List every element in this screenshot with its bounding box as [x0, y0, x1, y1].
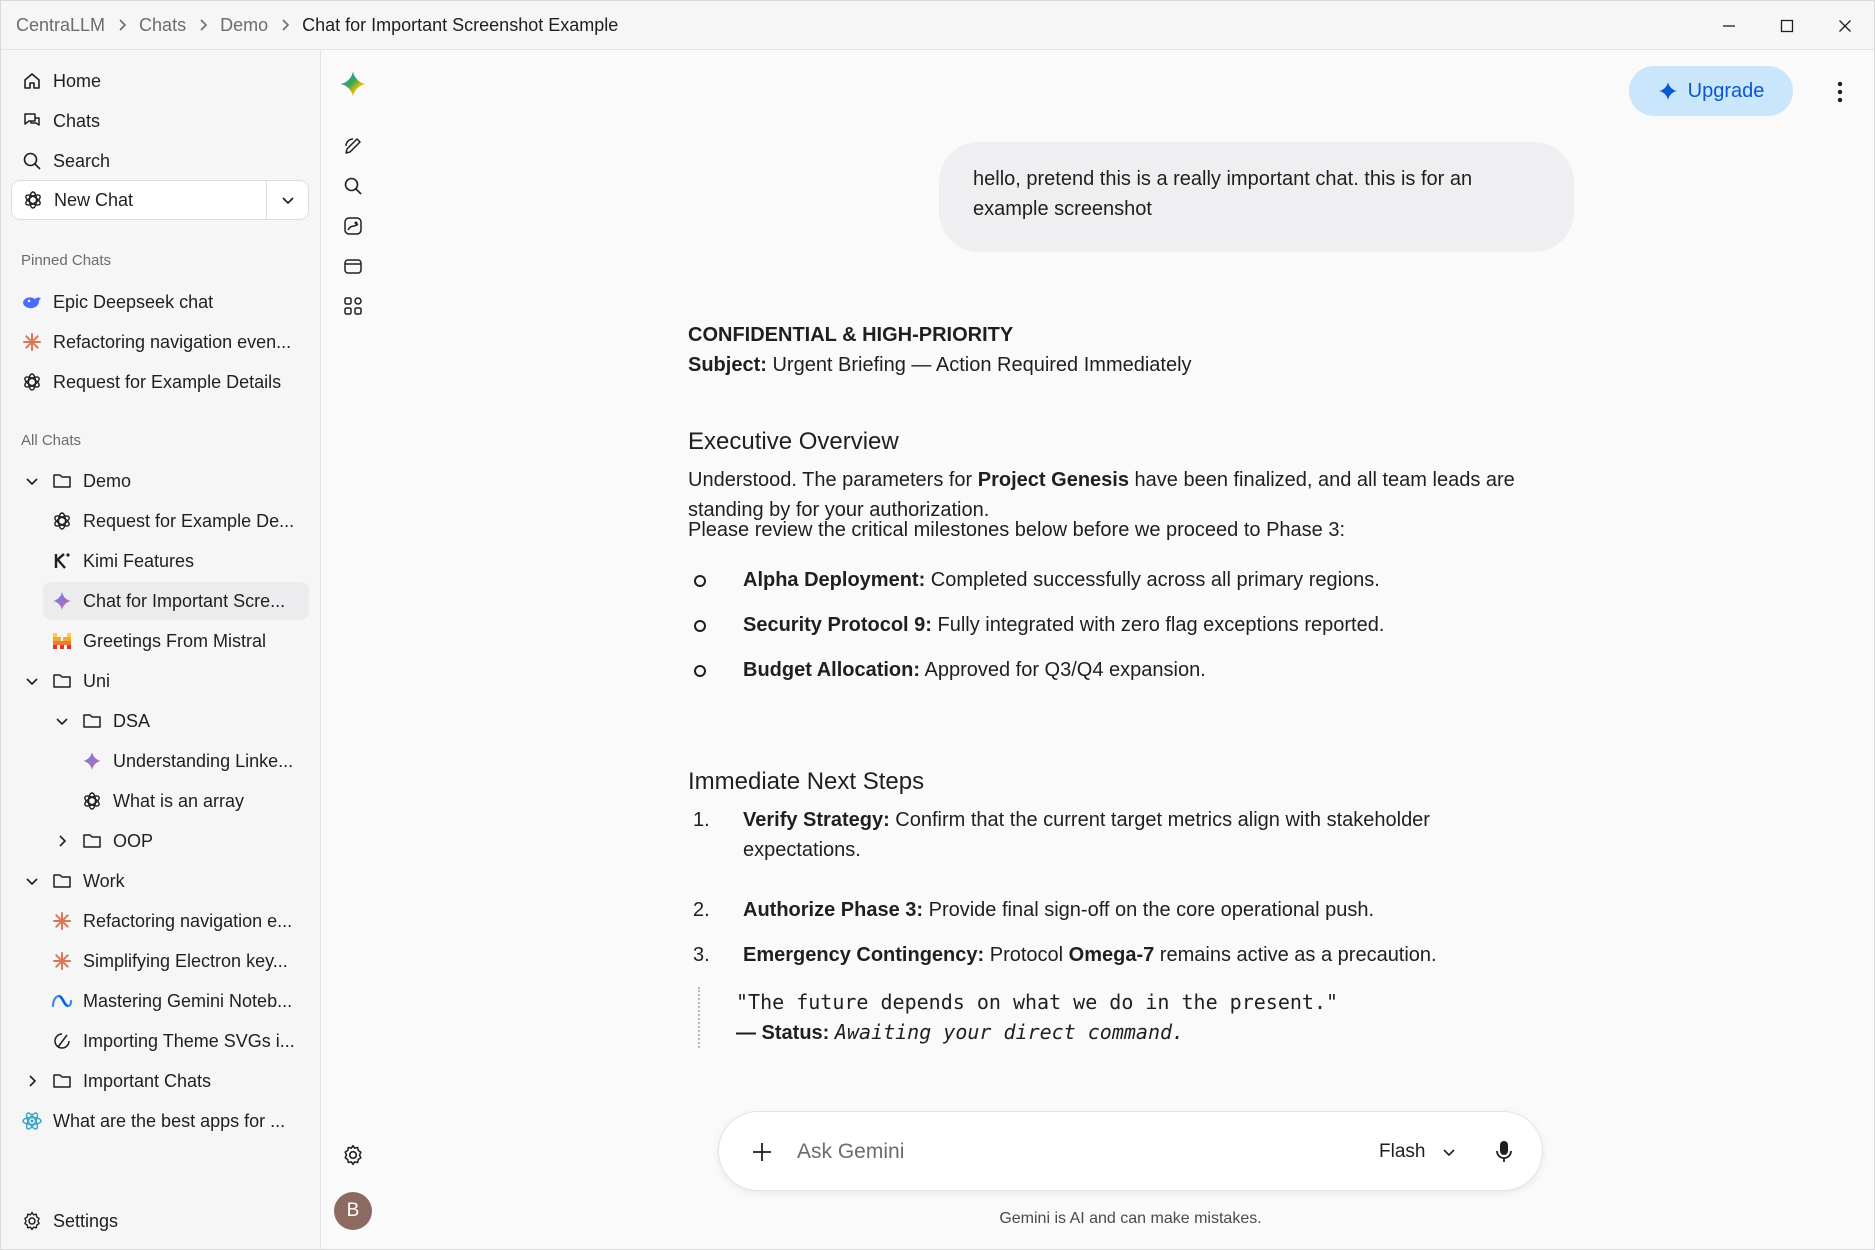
breadcrumb-folder[interactable]: Demo — [220, 14, 269, 35]
sidebar-item-chats[interactable]: Chats — [11, 102, 309, 140]
response-subject: Subject: Urgent Briefing — Action Required Immediately — [688, 354, 1192, 376]
breadcrumb-current: Chat for Important Screenshot Example — [302, 14, 619, 35]
microphone-icon — [1494, 1139, 1514, 1165]
minimize-button[interactable] — [1700, 1, 1758, 50]
chevron-down-icon — [1441, 1144, 1457, 1160]
breadcrumb-app[interactable]: CentraLLM — [16, 14, 106, 35]
folder-uni[interactable]: Uni — [13, 662, 309, 700]
chat-item[interactable]: Request for Example De... — [43, 502, 309, 540]
search-icon — [21, 150, 43, 172]
all-chats-label: All Chats — [21, 432, 82, 449]
composer — [718, 1111, 1543, 1191]
chat-item[interactable]: Importing Theme SVGs i... — [43, 1022, 309, 1060]
chat-item-active[interactable]: Chat for Important Scre... — [43, 582, 309, 620]
sidebar-item-search[interactable]: Search — [11, 142, 309, 180]
quote-text: "The future depends on what we do in the present." — [736, 990, 1339, 1014]
breadcrumb-chats[interactable]: Chats — [139, 14, 187, 35]
folder-icon — [51, 870, 73, 892]
gemini-icon — [81, 750, 103, 772]
claude-icon — [51, 910, 73, 932]
folder-icon — [81, 710, 103, 732]
chat-item[interactable]: Kimi Features — [43, 542, 309, 580]
window-controls — [1700, 1, 1874, 50]
chevron-right-icon — [198, 18, 208, 32]
kebab-icon — [1837, 81, 1843, 103]
minimize-icon — [1721, 18, 1737, 34]
tool-rail — [322, 50, 384, 1249]
section-title-next-steps: Immediate Next Steps — [688, 768, 925, 795]
gemini-icon — [51, 590, 73, 612]
folder-icon — [51, 470, 73, 492]
gemini-logo-icon[interactable] — [339, 70, 367, 98]
model-selector[interactable]: Flash — [1379, 1136, 1457, 1168]
title-bar — [1, 1, 1874, 50]
overview-paragraph: Understood. The parameters for Project Genesis have been finalized, and all team leads are standing by for your authorization. — [688, 469, 1515, 521]
folder-icon — [81, 830, 103, 852]
maximize-button[interactable] — [1758, 1, 1816, 50]
disclaimer-text: Gemini is AI and can make mistakes. — [999, 1210, 1262, 1227]
claude-icon — [51, 950, 73, 972]
library-icon[interactable] — [339, 252, 367, 280]
new-chat-split-button — [11, 180, 309, 220]
chevron-right-icon — [280, 18, 290, 32]
chevron-down-icon[interactable] — [51, 710, 73, 732]
folder-icon — [51, 1070, 73, 1092]
home-icon — [21, 70, 43, 92]
chevron-down-icon[interactable] — [21, 870, 43, 892]
meta-icon — [51, 990, 73, 1012]
user-message: hello, pretend this is a really important chat. this is for an example screenshot — [939, 142, 1574, 252]
avatar[interactable]: B — [334, 1192, 372, 1230]
close-button[interactable] — [1816, 1, 1874, 50]
chevron-right-icon[interactable] — [21, 1070, 43, 1092]
mistral-icon — [51, 630, 73, 652]
claude-icon — [21, 331, 43, 353]
chevron-down-icon[interactable] — [21, 670, 43, 692]
chat-item[interactable]: What is an array — [73, 782, 309, 820]
sparkle-icon — [1658, 81, 1678, 101]
perplexity-icon — [51, 1030, 73, 1052]
chevron-down-icon[interactable] — [21, 470, 43, 492]
chevron-right-icon — [117, 18, 127, 32]
kimi-icon — [51, 550, 73, 572]
maximize-icon — [1779, 18, 1795, 34]
chat-item[interactable]: Simplifying Electron key... — [43, 942, 309, 980]
gallery-icon[interactable] — [339, 212, 367, 240]
new-chat-dropdown-button[interactable] — [266, 181, 308, 219]
folder-demo[interactable]: Demo — [13, 462, 309, 500]
sidebar-item-home[interactable]: Home — [11, 62, 309, 100]
chat-item[interactable]: What are the best apps for ... — [13, 1102, 309, 1140]
apps-icon[interactable] — [339, 292, 367, 320]
pinned-chat-item[interactable]: Epic Deepseek chat — [11, 283, 309, 321]
close-icon — [1837, 18, 1853, 34]
section-title-overview: Executive Overview — [688, 428, 899, 455]
new-chat-icon[interactable] — [339, 132, 367, 160]
pinned-chat-item[interactable]: Request for Example Details — [11, 363, 309, 401]
gear-icon[interactable] — [339, 1141, 367, 1169]
chat-item[interactable]: Mastering Gemini Noteb... — [43, 982, 309, 1020]
upgrade-button[interactable]: Upgrade — [1629, 66, 1793, 116]
deepseek-icon — [21, 291, 43, 313]
sidebar — [1, 50, 321, 1249]
chevron-down-icon — [280, 192, 296, 208]
folder-icon — [51, 670, 73, 692]
openai-icon — [51, 510, 73, 532]
new-chat-button[interactable]: New Chat — [12, 181, 266, 219]
openai-icon — [81, 790, 103, 812]
chat-item[interactable]: Greetings From Mistral — [43, 622, 309, 660]
blockquote — [698, 987, 1338, 1048]
sidebar-item-settings[interactable]: Settings — [11, 1202, 309, 1240]
chats-icon — [21, 110, 43, 132]
chat-item[interactable]: Refactoring navigation e... — [43, 902, 309, 940]
pinned-chat-item[interactable]: Refactoring navigation even... — [11, 323, 309, 361]
search-icon[interactable] — [339, 172, 367, 200]
chevron-right-icon[interactable] — [51, 830, 73, 852]
grok-icon — [21, 1110, 43, 1132]
folder-oop[interactable]: OOP — [43, 822, 309, 860]
plus-icon — [750, 1140, 774, 1164]
microphone-button[interactable] — [1489, 1136, 1519, 1168]
chat-item[interactable]: Understanding Linke... — [73, 742, 309, 780]
folder-work[interactable]: Work — [13, 862, 309, 900]
folder-dsa[interactable]: DSA — [43, 702, 309, 740]
overview-paragraph-2: Please review the critical milestones below before we proceed to Phase 3: — [688, 519, 1346, 541]
more-options-button[interactable] — [1828, 78, 1852, 106]
openai-icon — [22, 189, 44, 211]
response-heading: CONFIDENTIAL & HIGH-PRIORITY — [688, 324, 1014, 346]
openai-icon — [21, 371, 43, 393]
prompt-input[interactable] — [797, 1132, 1317, 1172]
pinned-chats-label: Pinned Chats — [21, 252, 112, 269]
breadcrumb — [1, 15, 618, 36]
add-attachment-button[interactable] — [749, 1139, 775, 1165]
chat-main: Upgrade hello, pretend this is a really important chat. this is for an example screenshot CONFIDENTIAL & HIGH-PRIORITY Subject: Urgent Briefing — Action Required Immediately Executive Overview Understood. The parameters for Project Genesis have been finalized, and all team leads are standing by for your authorization. Please review the critical milestones below before we proceed to Phase 3: Alpha Deployment: Completed successfully across all primary regions. Security Protocol 9: Fully integrated with zero flag exceptions reported. Budget Allocation: Approved for Q3/Q4 expansion. Immediate Next Steps 1. Verify Strategy: Confirm that the current target metrics align with stakeholder expectations. 2. Authorize Phase 3: Provide final sign-off on the core operational push. 3. Emergency Contingency: Protocol Omega-7 remains active as a precaution. "The future depends on what we do in the present." — Status: Awaiting your direct command. Ask Gemini Flash Gemini is AI and can make mistakes. — [384, 50, 1874, 1249]
gear-icon — [21, 1210, 43, 1232]
folder-important-chats[interactable]: Important Chats — [13, 1062, 309, 1100]
quote-status: — Status: Awaiting your direct command. — [736, 1020, 1185, 1044]
